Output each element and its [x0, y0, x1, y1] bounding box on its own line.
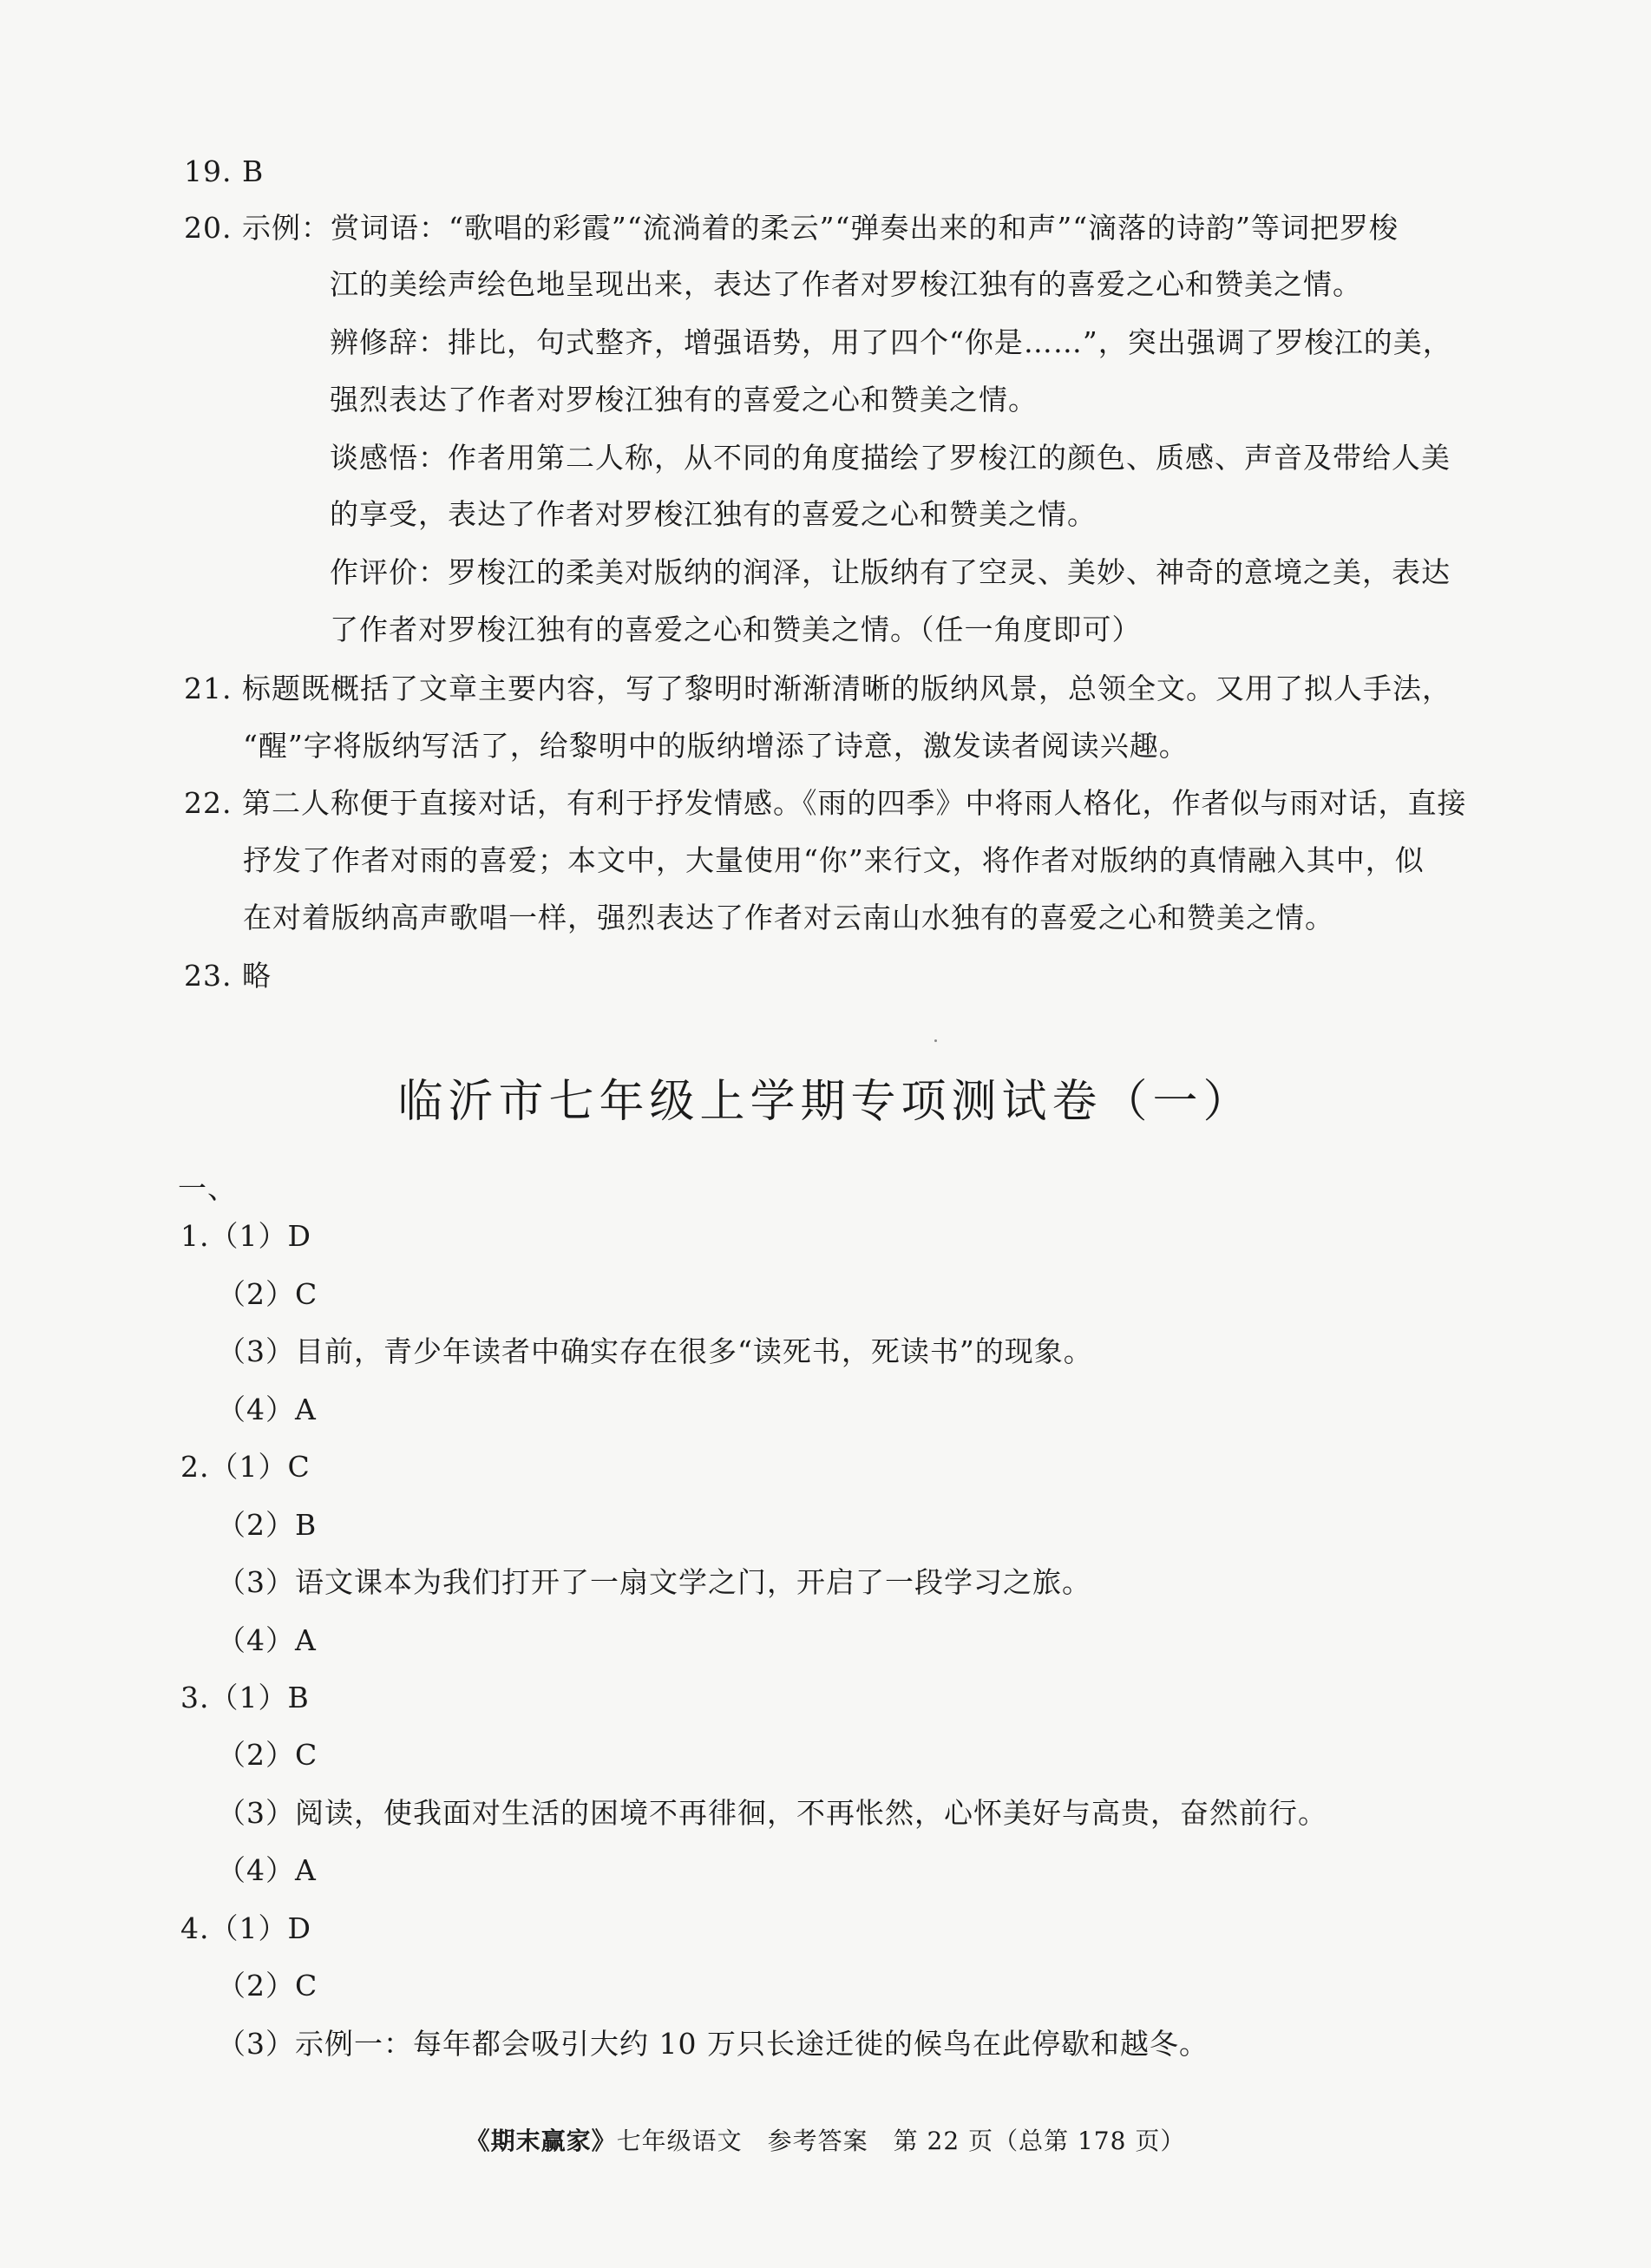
- answer-19: [184, 154, 264, 189]
- answer-text: （3）阅读，使我面对生活的困境不再徘徊，不再怅然，心怀美好与高贵，奋然前行。: [217, 1796, 1327, 1830]
- answer-text: （4）A: [217, 1393, 317, 1426]
- page-footer: [0, 2126, 1651, 2157]
- answer-line: [330, 383, 1038, 417]
- answer-text: （4）A: [217, 1623, 317, 1657]
- answer-text: （4）A: [217, 1853, 317, 1887]
- answer-line: [243, 729, 1189, 764]
- answer-text: （1）D: [209, 1219, 311, 1253]
- answer-3: [180, 1681, 310, 1715]
- question-number: 20.: [184, 211, 233, 245]
- answer-text: （2）C: [217, 1738, 318, 1772]
- footer-book-title: 《期末赢家》: [465, 2127, 617, 2155]
- answer-line: [217, 1623, 317, 1658]
- question-number: 22.: [184, 786, 233, 820]
- answer-text: （2）B: [217, 1508, 318, 1542]
- answer-text: 了作者对罗梭江独有的喜爱之心和赞美之情。（任一角度即可）: [330, 613, 1142, 646]
- answer-line: [217, 1508, 317, 1543]
- answer-text: 作评价：罗梭江的柔美对版纳的润泽，让版纳有了空灵、美妙、神奇的意境之美，表达: [330, 555, 1451, 589]
- answer-23: [184, 959, 272, 993]
- answer-line: [217, 1853, 317, 1888]
- answer-text: “醒”字将版纳写活了，给黎明中的版纳增添了诗意，激发读者阅读兴趣。: [243, 729, 1189, 763]
- answer-line: [330, 267, 1362, 302]
- answer-text: （1）D: [209, 1911, 311, 1945]
- scan-speck: [934, 1039, 937, 1042]
- answer-text: （3）示例一：每年都会吸引大约 10 万只长途迁徙的候鸟在此停歇和越冬。: [217, 2027, 1209, 2061]
- question-number: 1.: [180, 1219, 210, 1253]
- answer-22: [184, 786, 1466, 821]
- answer-text: 在对着版纳高声歌唱一样，强烈表达了作者对云南山水独有的喜爱之心和赞美之情。: [243, 901, 1334, 934]
- answer-text: 江的美绘声绘色地呈现出来，表达了作者对罗梭江独有的喜爱之心和赞美之情。: [330, 267, 1362, 301]
- answer-line: [330, 441, 1451, 475]
- answer-line: [217, 1738, 318, 1773]
- answer-2: [180, 1450, 311, 1485]
- answer-line: [330, 555, 1451, 590]
- answer-text: 抒发了作者对雨的喜爱；本文中，大量使用“你”来行文，将作者对版纳的真情融入其中，似: [243, 843, 1425, 877]
- answer-4: [180, 1911, 311, 1946]
- answer-text: （2）C: [217, 1969, 318, 2003]
- answer-text: 第二人称便于直接对话，有利于抒发情感。《雨的四季》中将雨人格化，作者似与雨对话，直接: [241, 786, 1467, 820]
- answer-text: 示例：赏词语：“歌唱的彩霞”“流淌着的柔云”“弹奏出来的和声”“滴落的诗韵”等词把罗梭: [241, 211, 1399, 245]
- question-number: 3.: [180, 1681, 210, 1714]
- answer-21: [184, 672, 1451, 706]
- question-number: 2.: [180, 1450, 210, 1484]
- answer-line: [330, 325, 1452, 360]
- answer-text: （1）C: [209, 1450, 311, 1484]
- answer-text: 标题既概括了文章主要内容，写了黎明时渐渐清晰的版纳风景，总领全文。又用了拟人手法，: [241, 672, 1451, 705]
- answer-1: [180, 1219, 311, 1254]
- question-number: 23.: [184, 959, 233, 993]
- question-number: 4.: [180, 1911, 210, 1945]
- answer-text: 谈感悟：作者用第二人称，从不同的角度描绘了罗梭江的颜色、质感、声音及带给人美: [330, 441, 1451, 475]
- footer-page-info: 七年级语文 参考答案 第 22 页（总第 178 页）: [616, 2127, 1186, 2155]
- answer-text: （3）语文课本为我们打开了一扇文学之门，开启了一段学习之旅。: [217, 1565, 1091, 1599]
- answer-20: [184, 211, 1399, 246]
- answer-line: [217, 1796, 1327, 1831]
- answer-text: 强烈表达了作者对罗梭江独有的喜爱之心和赞美之情。: [330, 383, 1038, 416]
- answer-line: [217, 1334, 1093, 1369]
- answer-line: [330, 497, 1097, 532]
- answer-text: （3）目前，青少年读者中确实存在很多“读死书，死读书”的现象。: [217, 1334, 1093, 1368]
- answer-line: [217, 2027, 1209, 2062]
- answer-text: （1）B: [209, 1681, 310, 1714]
- answer-line: [217, 1565, 1091, 1600]
- answer-line: [217, 1277, 318, 1312]
- answer-text: （2）C: [217, 1277, 318, 1311]
- question-number: 21.: [184, 672, 233, 705]
- section-marker: 一、: [178, 1171, 237, 1205]
- answer-line: [217, 1969, 318, 2003]
- answer-line: [330, 613, 1142, 647]
- answer-text: 辨修辞：排比，句式整齐，增强语势，用了四个“你是……”，突出强调了罗梭江的美，: [330, 325, 1452, 359]
- answer-line: [243, 901, 1334, 935]
- answer-text: 略: [241, 959, 272, 993]
- question-number: 19.: [184, 154, 233, 188]
- answer-line: [243, 843, 1425, 878]
- answer-text: 的享受，表达了作者对罗梭江独有的喜爱之心和赞美之情。: [330, 497, 1097, 531]
- section-title: 临沂市七年级上学期专项测试卷（一）: [397, 1076, 1254, 1128]
- answer-line: [217, 1393, 317, 1427]
- answer-text: B: [241, 154, 265, 188]
